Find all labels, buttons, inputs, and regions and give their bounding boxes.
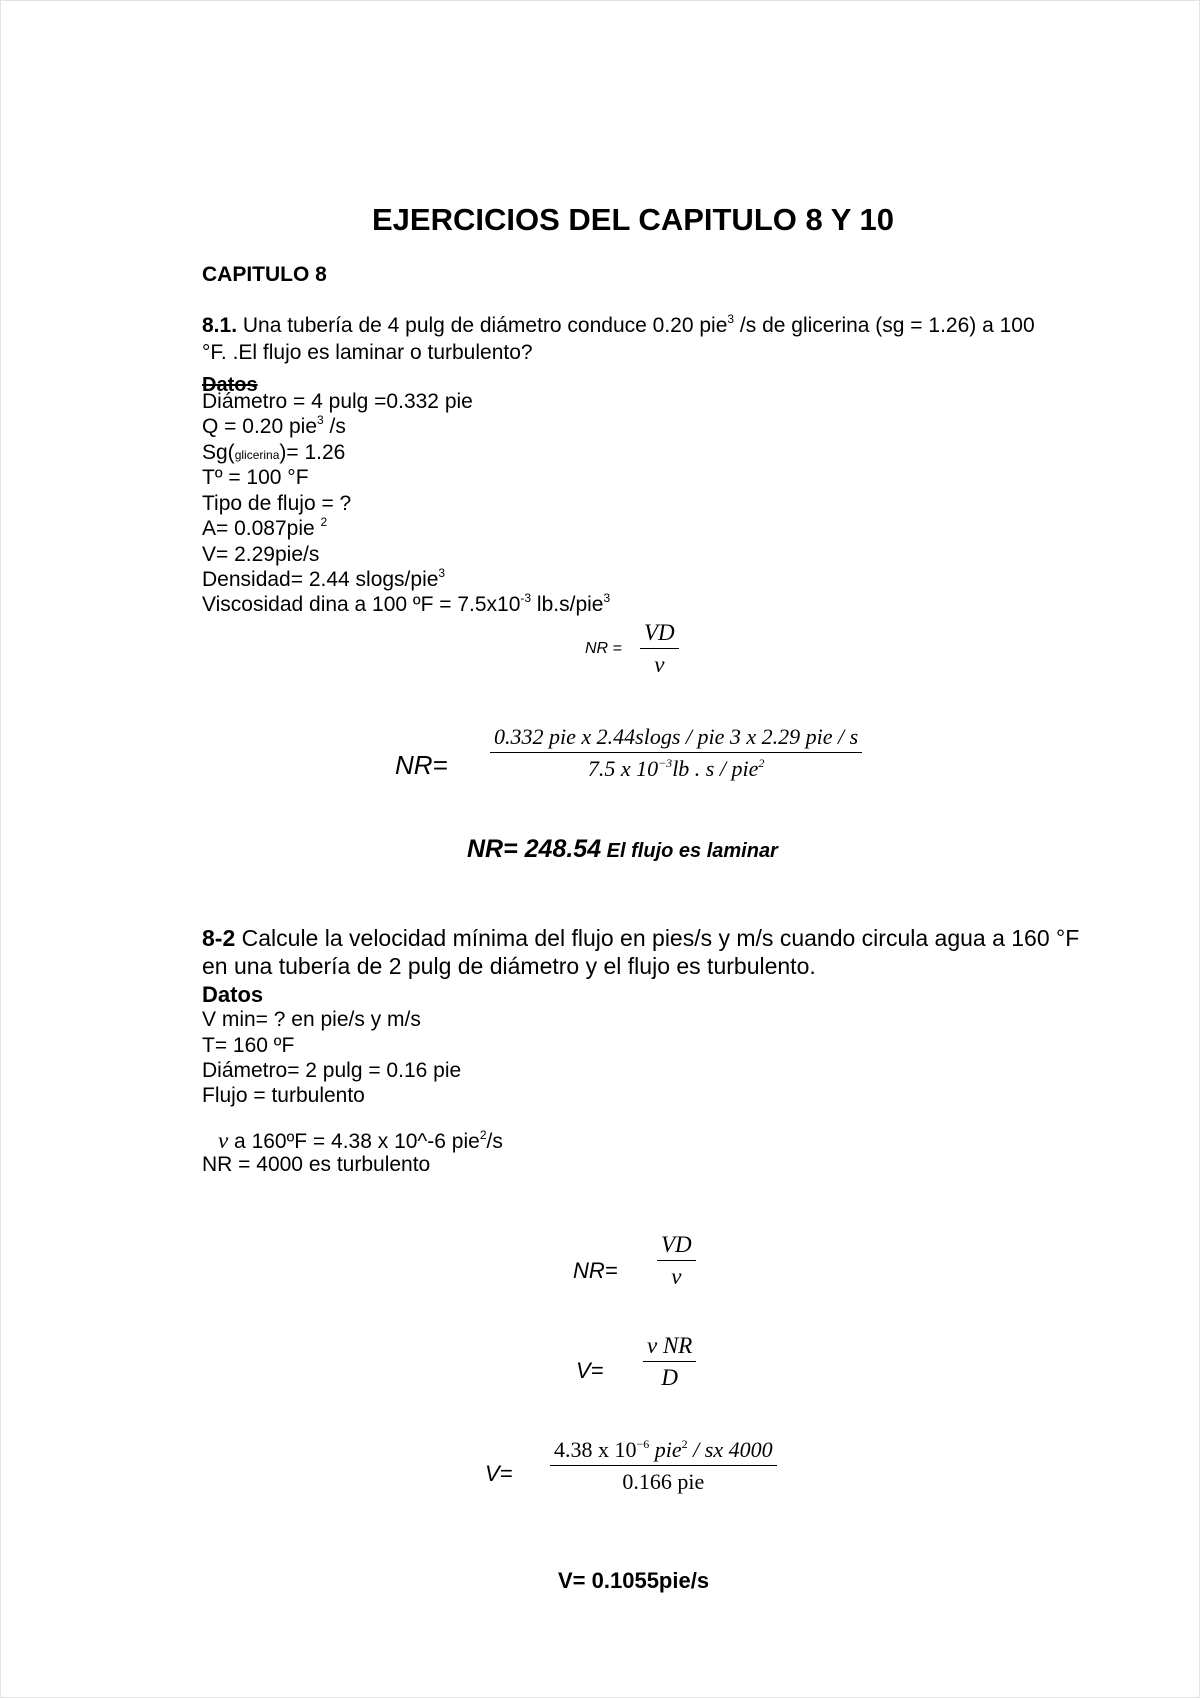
problem-2-statement: 8-2 Calcule la velocidad mínima del flujo en pies/s y m/s cuando circula agua a 160 °F en una tubería de 2 pulg de diámetro y el flujo es turbulento. — [202, 925, 1080, 979]
f2-label: V= — [576, 1358, 604, 1383]
data-velocidad: V= 2.29pie/s — [202, 543, 320, 566]
nr-formula-label: NR = — [585, 640, 622, 657]
data-diametro-2: Diámetro= 2 pulg = 0.16 pie — [202, 1059, 462, 1082]
f2-fraction: $\frac{\text{v NR}}{D}$ — [643, 1333, 696, 1391]
data-viscosidad-cinematica: v a 160ºF = 4.38 x 10^-6 pie$^2$/s — [218, 1128, 503, 1153]
chapter-heading: CAPITULO 8 — [202, 263, 327, 286]
f3-label: V= — [485, 1461, 513, 1486]
data-densidad: Densidad= 2.44 slogs/pie$^3$ — [202, 566, 446, 591]
data-area: A= 0.087pie $^2$ — [202, 515, 328, 540]
nr-calc-fraction: 0.332 pie x 2.44slogs / pie 3 x 2.29 pie / s 7.5 x $10^{-3}lb$ . s / pie$^2$ — [490, 724, 862, 782]
data-diametro: Diámetro = 4 pulg =0.332 pie — [202, 390, 473, 413]
problem-1-statement-line2: °F. .El flujo es laminar o turbulento? — [202, 341, 533, 364]
problem-2-datos-label: Datos — [202, 982, 264, 1007]
data-tipo-flujo: Tipo de flujo = ? — [202, 492, 352, 515]
problem-1-number: 8.1. — [202, 314, 238, 337]
problem-1-datos-label: Datos — [202, 374, 258, 396]
f3-fraction: 4.38 x $10^{-6}$ pie$^2$ / sx 4000 0.166 pie — [550, 1437, 777, 1495]
data-sg: Sg(glicerina)= 1.26 — [202, 441, 346, 464]
data-flujo: Flujo = turbulento — [202, 1084, 365, 1107]
nr-calc-label: NR= — [395, 750, 448, 780]
data-viscosidad: Viscosidad dina a 100 ºF = $7.5x10^{-3}$ lb.s/pie$^3$ — [202, 591, 611, 616]
data-vmin: V min= ? en pie/s y m/s — [202, 1008, 421, 1031]
problem-2-number: 8-2 — [202, 925, 236, 951]
page-title: EJERCICIOS DEL CAPITULO 8 Y 10 — [372, 202, 894, 237]
problem-1-statement: 8.1. Una tubería de 4 pulg de diámetro conduce 0.20 pie$^3$ /s de glicerina (sg = 1.26) a 100 — [202, 312, 1035, 337]
problem-2-result: V= 0.1055pie/s — [558, 1568, 710, 1593]
data-temperatura-2: T= 160 ºF — [202, 1034, 295, 1057]
data-nr: NR = 4000 es turbulento — [202, 1153, 431, 1176]
data-caudal: Q = 0.20 pie$^3$ /s — [202, 413, 346, 438]
f1-label: NR= — [573, 1258, 618, 1283]
data-temperatura: Tº = 100 °F — [202, 466, 309, 489]
nr-formula-fraction: $\frac{VD}{v}$ — [640, 620, 679, 678]
problem-1-result: NR= 248.54 El flujo es laminar — [467, 835, 778, 863]
f1-fraction: $\frac{VD}{v}$ — [657, 1232, 696, 1290]
